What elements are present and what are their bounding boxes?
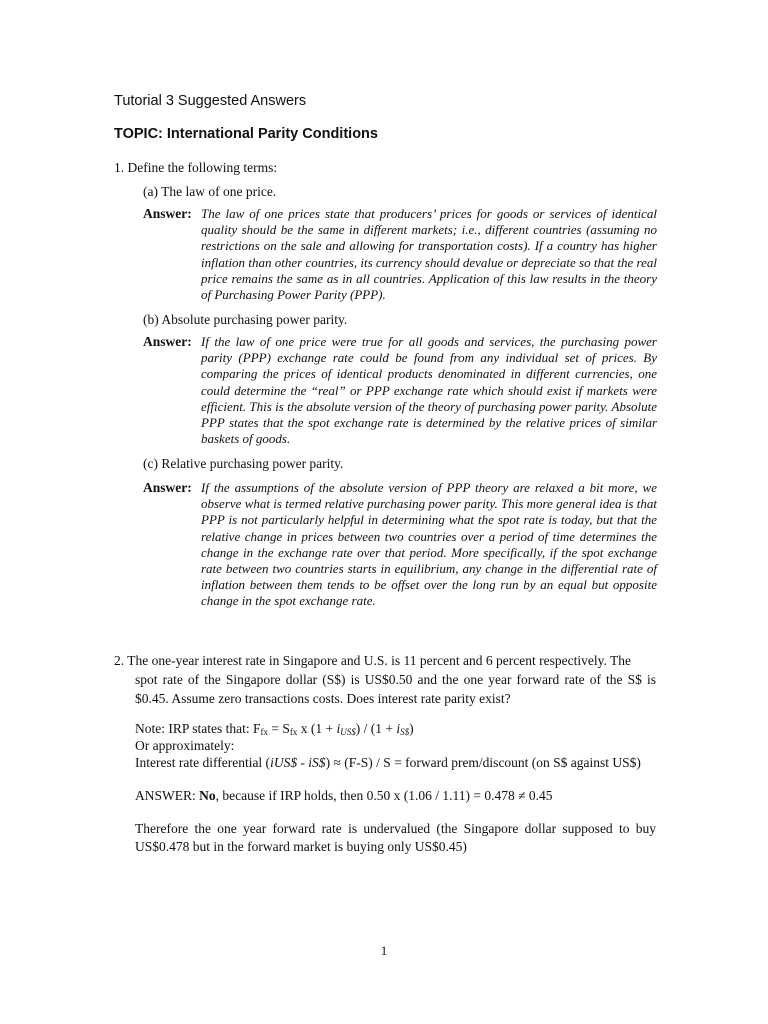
irp-sub-fx2: fx [289,727,298,737]
question-1b-label: (b) Absolute purchasing power parity. [143,312,348,327]
differential-suffix: ) ≈ (F-S) / S = forward prem/discount (on S$ against US$) [325,755,641,770]
approx-line: Or approximately: [135,738,235,753]
irp-note-mid1: = S [268,721,290,736]
answer-1b-text: If the law of one price were true for all goods and services, the purchasing power parity (PPP) exchange rate could be found from any individual set of prices. By comparing the prices of identical products denominated in different currencies, one could determine the “real” or PPP exchange rate which should exist if markets were efficient. This is the absolute version of the theory of purchasing power parity. Absolute PPP states that the spot exchange rate is determined by the relative prices of similar baskets of goods. [201,334,657,447]
answer-1a-label: Answer: [143,206,192,221]
page-number: 1 [380,943,388,958]
answer-2-prefix: ANSWER: [135,788,200,803]
answer-2-line [135,787,656,804]
answer-1b-label: Answer: [143,334,192,349]
answer-2-conclusion: Therefore the one year forward rate is undervalued (the Singapore dollar supposed to buy US$0.478 but in the forward market is buying only US$0.45) [135,821,656,854]
irp-note-mid3: ) / (1 + [355,721,397,736]
question-2-rest: spot rate of the Singapore dollar (S$) is US$0.50 and the one year forward rate of the S$ is $0.45. Assume zero transactions costs. Does interest rate parity exist? [135,672,656,706]
question-2 [114,651,656,708]
answer-1a-text: The law of one prices state that producers’ prices for goods or services of identical quality should be the same in different markets; i.e., different countries (assuming no restrictions on the sale and allowing for transportation costs). If a country has higher inflation than other countries, its currency should devalue or depreciate so that the real price remains the same as in all countries. Application of this law results in the theory of Purchasing Power Parity (PPP). [201,206,657,303]
irp-sub-us: US$ [340,727,356,737]
question-1c-label: (c) Relative purchasing power parity. [143,456,344,471]
answer-1c-text: If the assumptions of the absolute version of PPP theory are relaxed a bit more, we observe what is termed relative purchasing power parity. This more general idea is that PPP is not particularly helpful in determining what the spot rate is today, but that the relative change in prices between two countries over a period of time determines the change in the exchange rate over that period. More specifically, if the spot exchange rate between two countries starts in equilibrium, any change in the differential rate of inflation between them tends to be offset over the long run by an equal but opposite change in the spot exchange rate. [201,480,657,609]
topic-heading: TOPIC: International Parity Conditions [114,126,378,142]
irp-sub-sg: S$ [400,727,410,737]
differential-line [135,754,656,771]
answer-2-bold: No [199,788,216,803]
differential-prefix: Interest rate differential ( [135,755,271,770]
question-1-prompt: 1. Define the following terms: [114,160,278,175]
irp-note-end: ) [409,721,414,736]
answer-2-rest: , because if IRP holds, then 0.50 x (1.06 / 1.11) = 0.478 ≠ 0.45 [215,788,553,803]
irp-i-us: i [336,721,341,736]
irp-i-sg: i [396,721,401,736]
differential-italic: iUS$ - iS$ [270,755,326,770]
irp-note-mid2: x (1 + [297,721,337,736]
answer-1c-label: Answer: [143,480,192,495]
question-1a-label: (a) The law of one price. [143,184,277,199]
document-title: Tutorial 3 Suggested Answers [114,93,307,109]
irp-note-prefix: Note: IRP states that: F [135,721,261,736]
question-2-line1: 2. The one-year interest rate in Singapore and U.S. is 11 percent and 6 percent respectively. The [114,653,631,668]
irp-sub-fx1: fx [260,727,268,737]
